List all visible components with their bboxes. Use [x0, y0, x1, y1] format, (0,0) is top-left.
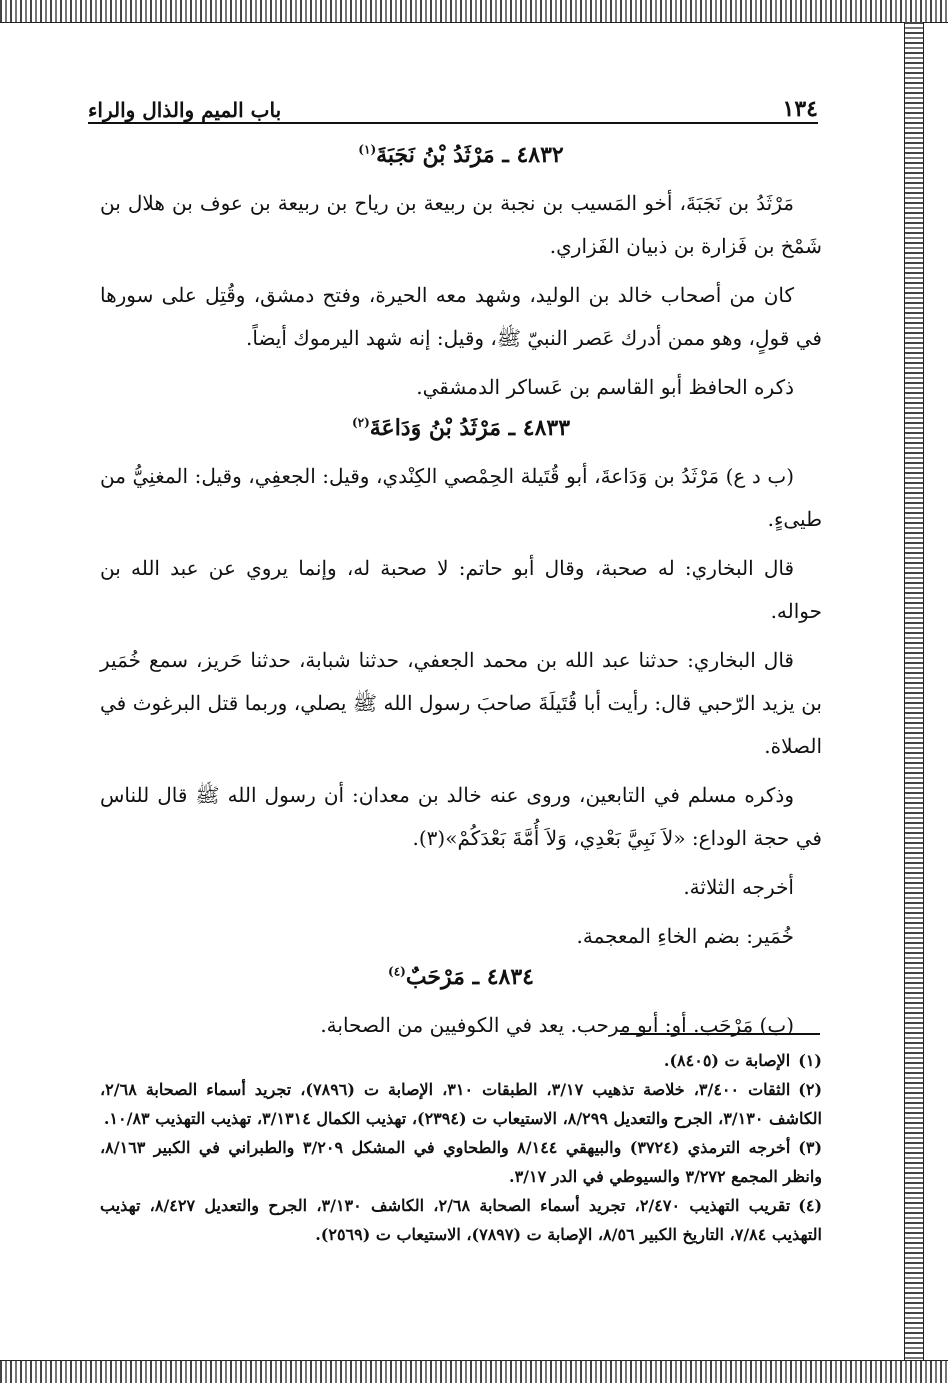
footnote-text: الثقات ٣/٤٠٠، خلاصة تذهيب ٣/١٧، الطبقات ٣١٠، الإصابة ت (٧٨٩٦)، تجريد أسماء الصحابة ٢/٦٨، الكاشف ٣/١٣٠، الجرح والتعديل ٨/٢٩٩، الاستيعاب ت (٢٣٩٤)، تهذيب الكمال ٣/١٣١٤، تهذيب التهذيب ١٠/٨٣.	[100, 1080, 822, 1128]
page-border-bottom	[0, 1360, 948, 1383]
footnote-text: تقريب التهذيب ٢/٤٧٠، تجريد أسماء الصحابة ٢/٦٨، الكاشف ٣/١٣٠، الجرح والتعديل ٨/٤٢٧، تهذيب التهذيب ٧/٨٤، التاريخ الكبير ٨/٥٦، الإصابة ت (٧٨٩٧)، الاستيعاب ت (٢٥٦٩).	[100, 1196, 822, 1244]
footnote-text: أخرجه الترمذي (٣٧٢٤) والبيهقي ٨/١٤٤ والطحاوي في المشكل ٣/٢٠٩ والطبراني في الكبير ٨/١٦٣، وانظر المجمع ٣/٢٧٢ والسيوطي في الدر ٣/١٧.	[100, 1138, 822, 1186]
paragraph: (ب) مَرْحَب. أو: أبو مرحب. يعد في الكوفيين من الصحابة.	[320, 1013, 794, 1037]
paragraph: ذكره الحافظ أبو القاسم بن عَساكر الدمشقي.	[416, 375, 794, 399]
footnote-ref: (٢)	[351, 415, 370, 430]
footnote	[100, 1075, 822, 1133]
page-number: ١٣٤	[782, 96, 818, 122]
paragraph: مَرْثَدُ بن نَجَبَةَ، أخو المَسيب بن نجبة بن ربيعة بن رياح بن ربيعة بن عوف بن هلال بن شَمْخ بن فَزارة بن ذبيان الفَزاري.	[100, 191, 822, 258]
entry-title: ٤٨٣٢ ـ مَرْثَدُ بْنُ نَجَبَةَ	[376, 142, 564, 168]
footnote-number: (٤)	[798, 1196, 823, 1215]
entry-heading-4833	[100, 415, 822, 441]
page-border-right	[904, 22, 924, 1360]
entry-title: ٤٨٣٤ ـ مَرْحَبٌ	[405, 964, 534, 990]
footnotes	[100, 1046, 822, 1249]
running-title: باب الميم والذال والراء	[88, 98, 282, 122]
paragraph: أخرجه الثلاثة.	[683, 875, 794, 899]
page-border-top	[0, 0, 948, 23]
paragraph: قال البخاري: له صحبة، وقال أبو حاتم: لا صحبة له، وإنما يروي عن عبد الله بن حواله.	[100, 556, 822, 623]
footnote-number: (١)	[798, 1051, 822, 1070]
paragraph: كان من أصحاب خالد بن الوليد، وشهد معه الحيرة، وفتح دمشق، وقُتِل على سورها في قولٍ، وهو ممن أدرك عَصر النبيّ ﷺ، وقيل: إنه شهد اليرموك أيضاً.	[100, 283, 822, 350]
paragraph: (ب د ع) مَرْثَدُ بن وَدَاعةَ، أبو قُتَيلة الحِمْصي الكِنْدي، وقيل: الجعفِي، وقيل: المغنِيُّ من طيىءٍ.	[100, 464, 822, 531]
footnote-number: (٣)	[798, 1138, 823, 1157]
footnote-text: الإصابة ت (٨٤٠٥).	[663, 1051, 791, 1070]
page-header	[88, 88, 818, 124]
main-text	[100, 138, 822, 1053]
entry-title: ٤٨٣٣ ـ مَرْثَدُ بْنُ وَدَاعَةَ	[369, 415, 571, 441]
footnote	[100, 1133, 822, 1191]
paragraph: خُمَير: بضم الخاءِ المعجمة.	[576, 924, 794, 948]
entry-heading-4832	[100, 142, 822, 168]
footnote-ref: (١)	[358, 142, 377, 157]
footnote-ref: (٤)	[388, 964, 406, 979]
footnote	[100, 1046, 822, 1075]
footnote	[100, 1191, 822, 1249]
paragraph: وذكره مسلم في التابعين، وروى عنه خالد بن معدان: أن رسول الله ﷺ قال للناس في حجة الوداع: «لاَ نَبِيَّ بَعْدِي، وَلاَ أُمَّةَ بَعْدَكُمْ»(٣).	[100, 783, 822, 850]
footnote-separator	[620, 1033, 820, 1035]
entry-heading-4834	[100, 964, 822, 990]
paragraph: قال البخاري: حدثنا عبد الله بن محمد الجعفي، حدثنا شبابة، حدثنا حَريز، سمع خُمَير بن يزيد الرّحبي قال: رأيت أبا قُتَيلَةَ صاحبَ رسول الله ﷺ يصلي، وربما قتل البرغوث في الصلاة.	[100, 648, 822, 758]
footnote-number: (٢)	[798, 1080, 823, 1099]
